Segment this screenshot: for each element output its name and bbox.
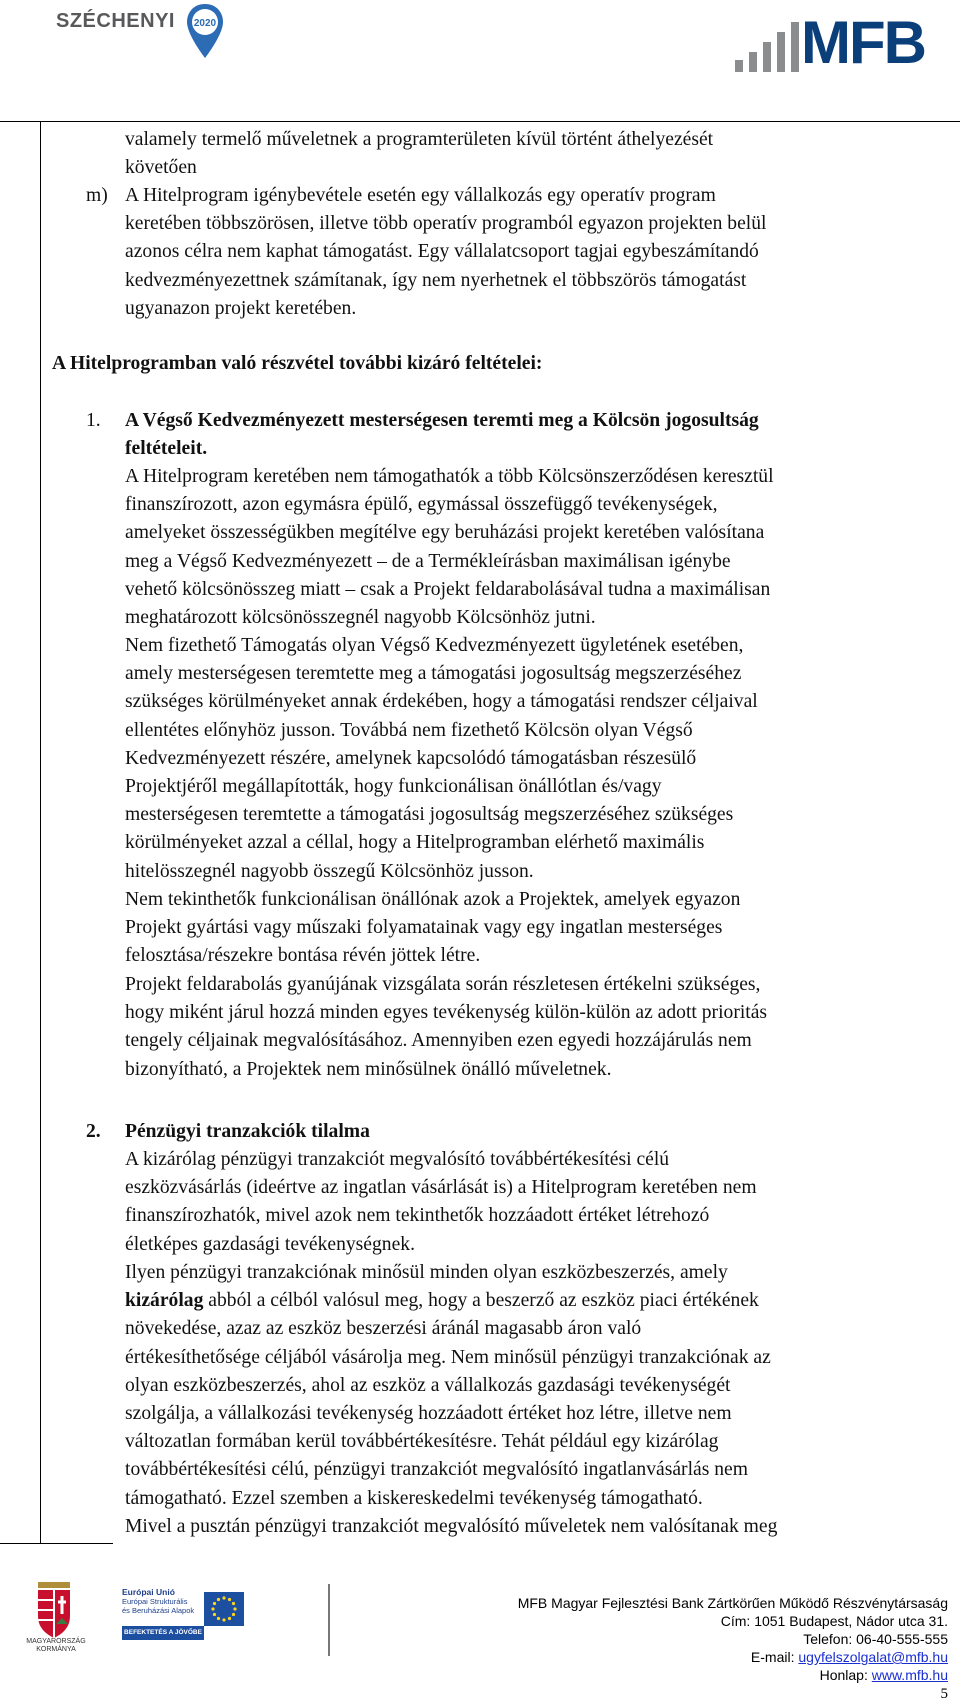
text-line: továbbértékesítési célú, pénzügyi tranzakciót megvalósító ingatlanvásárlás nem xyxy=(125,1459,748,1481)
text-line: A Hitelprogram keretében nem támogathatók a több Kölcsönszerződésen keresztül xyxy=(125,466,774,487)
government-caption xyxy=(14,1638,98,1654)
text-line: finanszírozott, azon egymásra épülő, egymással összefüggő tevékenységek, xyxy=(125,494,718,516)
text-line: tengely céljainak megvalósításához. Amennyiben ezen egyedi hozzájárulás nem xyxy=(125,1030,752,1052)
text-line: növekedése, azaz az eszköz beszerzési áránál magasabb áron való xyxy=(125,1318,642,1340)
text-line: kedvezményezettnek számítanak, így nem nyerhetnek el többszörös támogatást xyxy=(125,269,747,291)
eu-flag-icon xyxy=(204,1592,244,1626)
location-pin-icon xyxy=(185,2,225,62)
page-footer xyxy=(0,1580,960,1707)
text-line: változatlan formában kerül továbbértékesítésre. Tehát például egy kizárólag xyxy=(125,1431,719,1453)
text-line: Kedvezményezett részére, amelynek kapcsolódó támogatásban részesülő xyxy=(125,747,697,769)
company-contact-block xyxy=(518,1594,948,1684)
text-fragment: abból a célból valósul meg, hogy a beszerző az eszköz piaci értékének xyxy=(203,1290,759,1312)
text-line: eszközvásárlás (ideértve az ingatlan vásárlását is) a Hitelprogram keretében nem xyxy=(125,1177,757,1199)
list-item-m xyxy=(125,182,948,323)
mfb-logo xyxy=(733,9,943,76)
list-marker-m: m) xyxy=(86,185,108,206)
list-marker-2: 2. xyxy=(86,1121,101,1142)
company-name: MFB Magyar Fejlesztési Bank Zártkörűen Működő Részvénytársaság xyxy=(517,1595,948,1611)
eu-slogan-banner: BEFEKTETÉS A JÖVŐBE xyxy=(122,1626,204,1640)
hungarian-government-crest-icon xyxy=(22,1580,86,1644)
text-line: Ilyen pénzügyi tranzakciónak minősül minden olyan eszközbeszerzés, amely xyxy=(125,1262,728,1283)
item-2-paragraph-2 xyxy=(125,1259,948,1513)
text-line: értékesíthetősége céljából vásárolja meg. Nem minősül pénzügyi tranzakciónak az xyxy=(125,1346,771,1368)
email-link[interactable]: ugyfelszolgalat@mfb.hu xyxy=(798,1649,948,1665)
text-line: azonos célra nem kaphat támogatást. Egy vállalatcsoport tagjai egybeszámítandó xyxy=(125,241,759,263)
text-line: hogy miként járul hozzá minden egyes tevékenység külön-külön az adott prioritás xyxy=(125,1002,768,1024)
item-2-paragraph-3: Mivel a pusztán pénzügyi tranzakciót megvalósító műveletek nem valósítanak meg xyxy=(125,1516,778,1537)
website-link[interactable]: www.mfb.hu xyxy=(871,1667,948,1683)
text-line: feltételeit. xyxy=(125,438,208,460)
frame-left-rule xyxy=(40,121,41,1543)
text-line: A Hitelprogram igénybevétele esetén egy vállalkozás egy operatív program xyxy=(125,185,716,206)
text-line: bizonyítható, a Projektek nem minősülnek önálló műveletnek. xyxy=(125,1058,612,1080)
text-line: amelyeket összességükben megítélve egy beruházási projekt keretében valósítana xyxy=(125,522,765,544)
text-line: követően xyxy=(125,157,197,179)
item-1-paragraph-3 xyxy=(125,886,948,971)
mfb-logo-text: MFB xyxy=(801,9,925,76)
text-line: Nem fizethető Támogatás olyan Végső Kedvezményezett ügyletének esetében, xyxy=(125,635,744,656)
frame-top-rule xyxy=(0,121,960,122)
text-line: Projekt feldarabolás gyanújának vizsgálata során részletesen értékelni szükséges, xyxy=(125,974,761,995)
email-label: E-mail: xyxy=(750,1649,799,1665)
item-2-title: Pénzügyi tranzakciók tilalma xyxy=(125,1121,370,1142)
company-web-line xyxy=(518,1666,948,1684)
item-2-paragraph-1 xyxy=(125,1146,948,1259)
text-line: ellentétes előnyhöz jusson. Továbbá nem fizethető Kölcsön olyan Végső xyxy=(125,719,693,741)
item-1-paragraph-1 xyxy=(125,463,948,632)
footer-divider xyxy=(328,1584,330,1656)
eu-funds-logo xyxy=(122,1588,202,1658)
text-line: A kizárólag pénzügyi tranzakciót megvalósító továbbértékesítési célú xyxy=(125,1149,670,1170)
text-line: KORMÁNYA xyxy=(36,1646,76,1653)
item-1-paragraph-4 xyxy=(125,971,948,1084)
mfb-bars-icon xyxy=(733,16,803,76)
text-line: finanszírozhatók, mivel azok nem tekinthetők hozzáadott értéket létrehozó xyxy=(125,1205,710,1227)
text-line: valamely termelő műveletnek a programterületen kívül történt áthelyezését xyxy=(125,129,714,150)
frame-bottom-rule xyxy=(0,1543,113,1544)
text-line: olyan eszközbeszerzés, ahol az eszköz a vállalkozás gazdasági tevékenységét xyxy=(125,1374,731,1396)
text-line: Nem tekinthetők funkcionálisan önállónak azok a Projektek, amelyek egyazon xyxy=(125,889,741,910)
text-line: hitelösszegnél nagyobb összegű Kölcsönhöz jusson. xyxy=(125,860,534,882)
item-1-paragraph-2 xyxy=(125,632,948,886)
text-line: MAGYARORSZÁG xyxy=(26,1638,86,1645)
szechenyi-logo-text: SZÉCHENYI xyxy=(56,10,175,32)
szechenyi-year: 2020 xyxy=(193,18,217,29)
list-marker-1: 1. xyxy=(86,410,101,431)
text-line: felosztása/részekre bontása révén jöttek létre. xyxy=(125,945,481,967)
paragraph-continuation xyxy=(125,126,948,182)
eu-line: és Beruházási Alapok xyxy=(122,1606,195,1615)
text-line: ugyanazon projekt keretében. xyxy=(125,297,357,319)
text-line: támogatható. Ezzel szemben a kiskereskedelmi tevékenység támogatható. xyxy=(125,1487,703,1509)
company-email-line xyxy=(518,1648,948,1666)
text-line: vehető kölcsönösszeg miatt – csak a Projekt feldarabolásával tudna a maximálisan xyxy=(125,578,771,600)
eu-line: Európai Strukturális xyxy=(122,1597,188,1606)
section-heading: A Hitelprogramban való részvétel további kizáró feltételei: xyxy=(52,353,543,374)
page-header xyxy=(0,0,960,120)
szechenyi-2020-logo xyxy=(46,2,236,62)
item-1-title xyxy=(125,407,948,463)
company-phone: Telefon: 06-40-555-555 xyxy=(803,1631,948,1647)
eu-title: Európai Unió xyxy=(122,1587,175,1597)
text-line: amely mesterségesen teremtette meg a támogatási jogosultság megszerzéséhez xyxy=(125,663,742,685)
text-line: A Végső Kedvezményezett mesterségesen teremti meg a Kölcsön jogosultság xyxy=(125,410,759,431)
text-line: életképes gazdasági tevékenységnek. xyxy=(125,1233,415,1255)
web-label: Honlap: xyxy=(819,1667,872,1683)
page-number: 5 xyxy=(940,1686,948,1702)
text-line: meg a Végső Kedvezményezett – de a Termékleírásban maximálisan igénybe xyxy=(125,550,731,572)
text-line: szükséges körülményeket annak érdekében, hogy a támogatási rendszer céljaival xyxy=(125,691,758,713)
text-line: keretében többszörösen, illetve több operatív programból egyazon projekten belül xyxy=(125,213,767,235)
text-line xyxy=(125,1287,948,1315)
emphasis-bold: kizárólag xyxy=(125,1290,204,1312)
text-line: mesterségesen teremtette a támogatási jogosultság megszerzéséhez szükséges xyxy=(125,804,734,826)
text-line: meghatározott kölcsönösszegnél nagyobb Kölcsönhöz jutni. xyxy=(125,607,596,629)
text-line: Projektjéről megállapították, hogy funkcionálisan önállótlan és/vagy xyxy=(125,776,662,798)
text-line: Projekt gyártási vagy műszaki folyamatainak vagy egy ingatlan mesterséges xyxy=(125,917,723,939)
text-line: szolgálja, a vállalkozási tevékenység hozzáadott értéket hoz létre, illetve nem xyxy=(125,1403,732,1425)
text-line: körülményeket azzal a céllal, hogy a Hitelprogramban elérhető maximális xyxy=(125,832,705,854)
company-address: Cím: 1051 Budapest, Nádor utca 31. xyxy=(720,1613,948,1629)
